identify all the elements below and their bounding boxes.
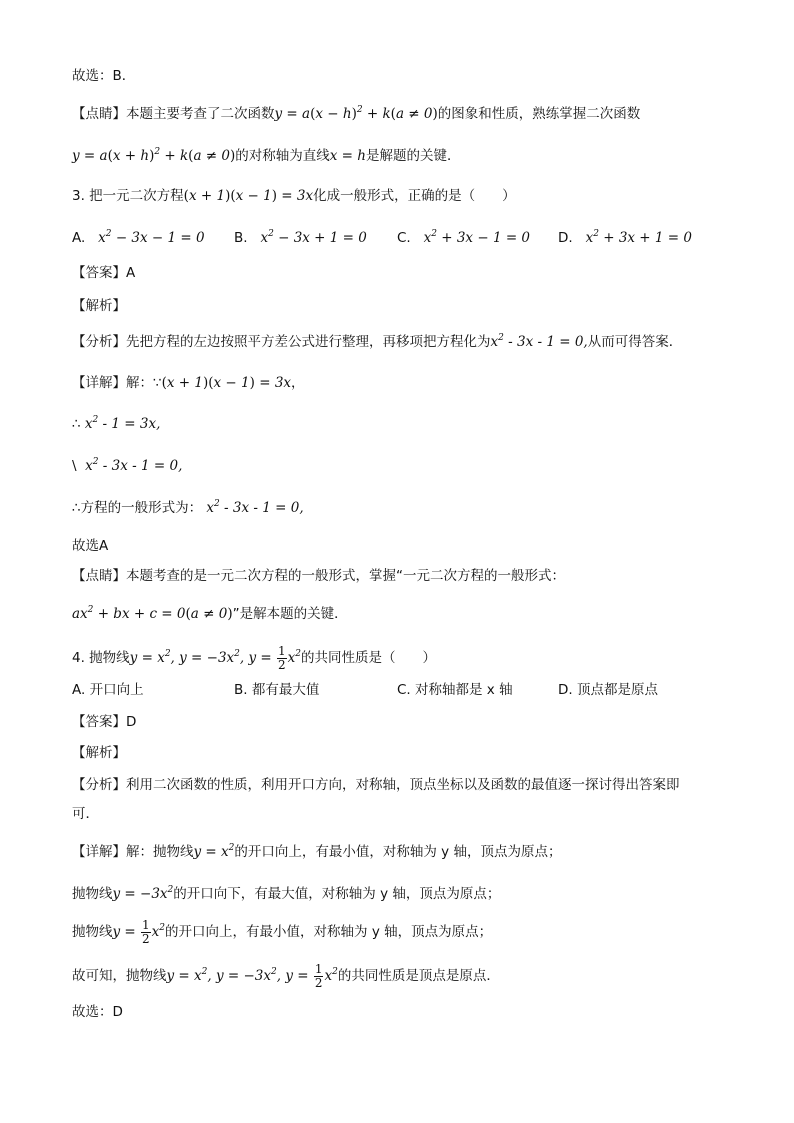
step-symbol: \ xyxy=(72,458,77,474)
formula: $x^2 - 3x - 1 = 0$, xyxy=(85,457,183,474)
detail-text: 抛物线 xyxy=(72,886,113,902)
detail-text: 的共同性质是顶点是原点． xyxy=(337,968,500,984)
formula: $y = -3x^2$ xyxy=(112,885,174,902)
comment-text-b: 的图象和性质，熟练掌握二次函数 xyxy=(437,106,641,122)
comment-line xyxy=(72,104,640,124)
therefore-symbol: ∴ xyxy=(72,416,81,432)
comment-line-3: 【点睛】本题考查的是一元二次方程的一般形式，掌握“一元二次方程的一般形式： xyxy=(72,568,565,584)
option-b: B. 都有最大值 xyxy=(234,682,320,698)
answer-label: 【答案】D xyxy=(72,714,137,730)
question-text-b: 化成一般形式，正确的是（ ） xyxy=(313,188,516,204)
answer-line: 故选：B． xyxy=(72,68,136,84)
option-c: C. 对称轴都是 x 轴 xyxy=(397,682,513,698)
formula: (x + 1)(x − 1) = 3x xyxy=(161,375,292,391)
step-2 xyxy=(72,456,182,476)
question-3-options xyxy=(72,228,722,248)
option-d: D. 顶点都是原点 xyxy=(558,682,658,698)
formula: $y = a(x - h)^2 + k(a \ne 0)$ xyxy=(274,105,438,122)
comment-line-2 xyxy=(72,146,460,166)
formula: $x^2 - 3x - 1 = 0$, xyxy=(206,499,304,516)
question-text-a: 4. 抛物线 xyxy=(72,650,130,666)
formula: $x^2 - 1 = 3x$, xyxy=(84,415,161,432)
question-text-b: 的共同性质是（ ） xyxy=(301,650,437,666)
comment-text-b: 的对称轴为直线 xyxy=(235,148,330,164)
formula: $y = a(x + h)^2 + k(a \ne 0)$ xyxy=(72,147,236,164)
detail-text: 的开口向下，有最大值，对称轴为 y 轴，顶点为原点； xyxy=(173,886,501,902)
detail-line: 【详解】解：∵(x + 1)(x − 1) = 3x， xyxy=(72,375,305,391)
detail-line-1 xyxy=(72,842,561,862)
detail-line-4 xyxy=(72,962,500,990)
comment-text: ”是解本题的关键． xyxy=(232,606,348,622)
question-4-options xyxy=(72,680,722,700)
analysis-text-b: 从而可得答案． xyxy=(587,334,683,350)
analysis-line xyxy=(72,332,682,352)
step-3 xyxy=(72,498,304,518)
analysis-label: 【解析】 xyxy=(72,745,126,761)
question-text-a: 3. 把一元二次方程 xyxy=(72,188,184,204)
detail-line-3 xyxy=(72,918,492,946)
analysis-label: 【解析】 xyxy=(72,298,126,314)
option-b: B. $x^2 - 3x + 1 = 0$ xyxy=(234,229,367,246)
step-1 xyxy=(72,414,160,434)
formula: $ax^2$ + bx + c = 0(a ≠ 0) xyxy=(72,605,233,622)
comment-line-4 xyxy=(72,604,348,624)
formula: $y = x^2$ xyxy=(193,843,235,860)
comment-text-c: 是解题的关键． xyxy=(365,148,461,164)
detail-line-2 xyxy=(72,884,500,904)
question-3 xyxy=(72,186,516,206)
formula: $y = x^2$, $y = -3x^2$, y = $\frac{1}{2}$ $x^2$ xyxy=(129,644,302,672)
formula: $x^2 - 3x - 1 = 0$, xyxy=(490,333,588,350)
detail-text: 【详解】解：抛物线 xyxy=(72,844,194,860)
detail-label: 【详解】解：∵ xyxy=(72,375,162,391)
choose-line: 故选A xyxy=(72,538,109,554)
option-d: D. $x^2 + 3x + 1 = 0$ xyxy=(558,229,692,246)
option-a: A. $x^2 - 3x - 1 = 0$ xyxy=(72,229,205,246)
detail-text: 故可知，抛物线 xyxy=(72,968,167,984)
detail-text: 的开口向上，有最小值，对称轴为 y 轴，顶点为原点； xyxy=(165,924,493,940)
answer-label: 【答案】A xyxy=(72,265,136,281)
step-text: ∴方程的一般形式为： xyxy=(72,500,203,516)
formula: x = h xyxy=(329,148,366,164)
formula: (x + 1)(x − 1) = 3x xyxy=(183,188,314,204)
option-c: C. $x^2 + 3x - 1 = 0$ xyxy=(397,229,531,246)
question-4 xyxy=(72,644,436,672)
option-a: A. 开口向上 xyxy=(72,682,144,698)
analysis-text-a: 【分析】先把方程的左边按照平方差公式进行整理，再移项把方程化为 xyxy=(72,334,491,350)
detail-text: 的开口向上，有最小值，对称轴为 y 轴，顶点为原点； xyxy=(234,844,562,860)
analysis-line: 【分析】利用二次函数的性质，利用开口方向，对称轴，顶点坐标以及函数的最值逐一探讨得出答案即 xyxy=(72,777,680,793)
comment-text-a: 【点睛】本题主要考查了二次函数 xyxy=(72,106,275,122)
analysis-line-2: 可． xyxy=(72,806,99,822)
detail-text: 抛物线 xyxy=(72,924,113,940)
choose-line: 故选：D xyxy=(72,1004,123,1020)
formula: $y = x^2$, $y = -3x^2$, y = $\frac{1}{2}$ $x^2$ xyxy=(166,962,338,990)
formula: y = $\frac{1}{2}$ $x^2$ xyxy=(112,918,166,946)
